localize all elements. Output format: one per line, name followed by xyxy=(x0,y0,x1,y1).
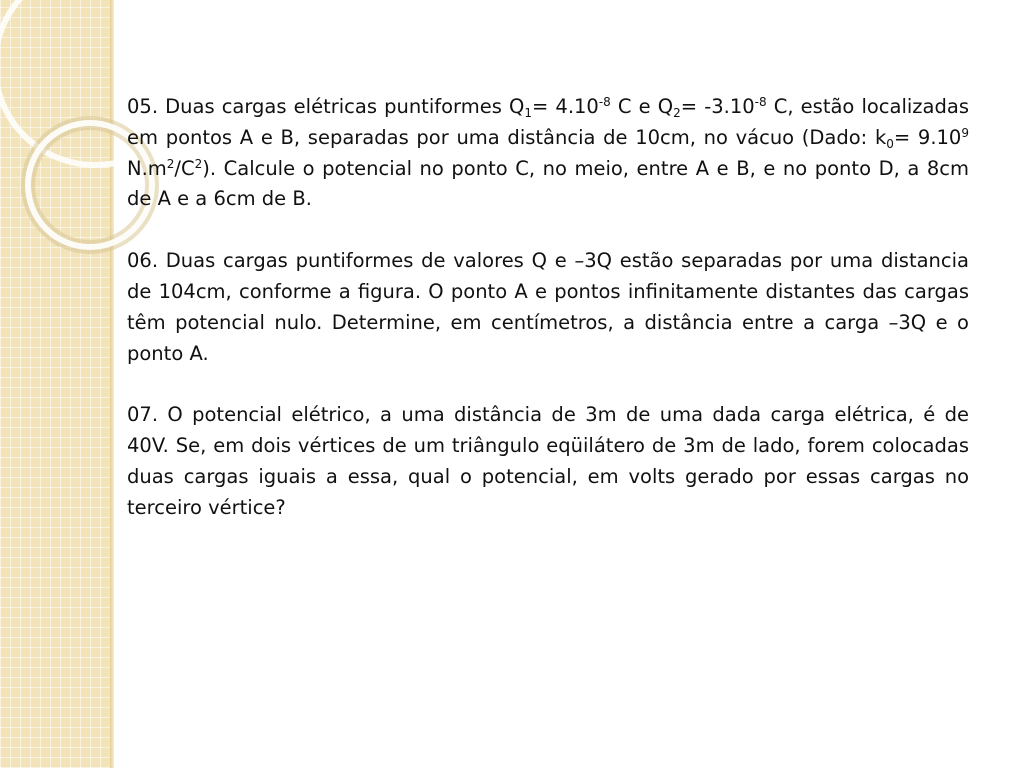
p05-text-1: 05. Duas cargas elétricas puntiformes Q xyxy=(127,95,525,118)
p05-text-8: /C xyxy=(174,156,195,180)
problem-07: 07. O potencial elétrico, a uma distância de 3m de uma dada carga elétrica, é de 40V. Se, em dois vértices de um triângulo eqüilátero de 3m de lado, forem colocadas duas cargas iguais a essa, qual o potencial, em volts gerado por essas cargas no terceiro vértice? xyxy=(127,403,969,519)
p05-sub-2: 2 xyxy=(673,106,681,120)
p05-sup-4: 2 xyxy=(166,156,175,171)
p05-sup-3: 9 xyxy=(961,125,969,140)
p05-sup-1: -8 xyxy=(598,95,611,109)
p05-text-9: ). Calcule o potencial no ponto C, no meio, entre A e B, e no ponto D, a 8cm de A e a 6cm de B. xyxy=(127,156,969,211)
problem-05 xyxy=(127,92,969,215)
p05-sub-3: 0 xyxy=(886,136,894,151)
p05-text-7: N.m xyxy=(127,156,167,180)
p05-sup-5: 2 xyxy=(194,156,203,171)
p05-sub-1: 1 xyxy=(524,106,532,120)
p05-text-4: = -3.10 xyxy=(680,95,755,118)
p05-sup-2: -8 xyxy=(754,95,767,109)
p05-text-6: = 9.10 xyxy=(893,125,962,149)
slide-content xyxy=(127,92,969,555)
p05-text-2: = 4.10 xyxy=(531,95,599,118)
p05-text-3: C e Q xyxy=(610,95,674,118)
p05-text-5: C, estão localizadas em pontos A e B, separadas por uma distância de 10cm, no vácuo (Dado: k xyxy=(127,95,969,149)
problem-06: 06. Duas cargas puntiformes de valores Q e –3Q estão separadas por uma distancia de 104cm, conforme a figura. O ponto A e pontos infinitamente distantes das cargas têm potencial nulo. Determine, em centímetros, a distância entre a carga –3Q e o ponto A. xyxy=(127,249,969,365)
